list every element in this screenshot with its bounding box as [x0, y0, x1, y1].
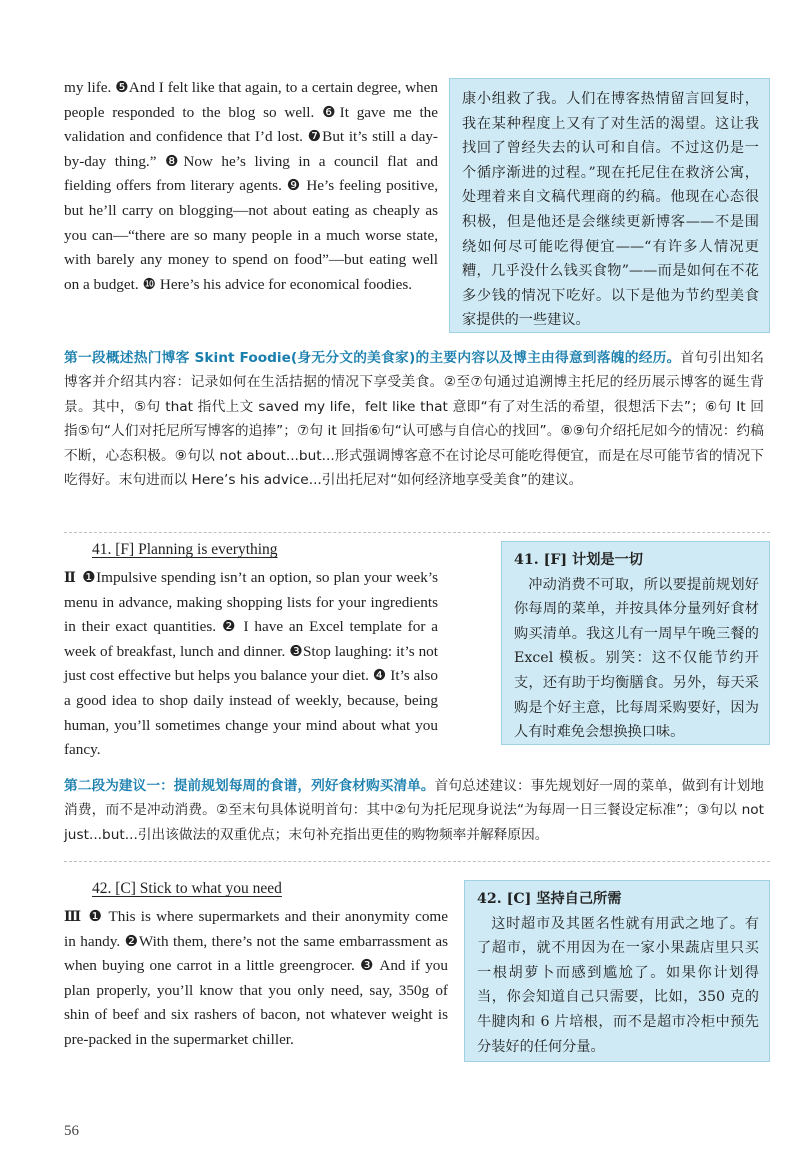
section-42-cn-text: 这时超市及其匿名性就有用武之地了。有了超市，就不用因为在一家小果蔬店里只买一根胡萝卜而感到尴尬了。如果你计划得当，你会知道自己只需要，比如，350 克的牛腱肉和 6 片培根，而不是超市冷柜中预先分装好的任何分量。: [477, 915, 759, 1055]
analysis-paragraph-2: [64, 774, 764, 847]
section-41-cn-title: 41. [F] 计划是一切: [514, 552, 643, 568]
english-paragraph-41: [64, 566, 438, 763]
analysis-paragraph-1: [64, 346, 764, 492]
section-41-heading: [92, 541, 278, 559]
chinese-translation-box-41: [501, 541, 770, 745]
english-paragraph-1: [64, 76, 438, 297]
section-42-heading: [92, 880, 282, 898]
section-41-english-text: ❶Impulsive spending isn’t an option, so plan your week’s menu in advance, making shopping lists for your ingredients in their exact quantities. ❷ I have an Excel template for a week of breakfast, lunch and dinner. ❸Stop laughing: it’s not just cost effective but helps you balance your diet. ❹ It’s also a good idea to shop daily instead of weekly, because, being human, you’ll sometimes change your mind about what you fancy.: [64, 569, 438, 759]
section-41-body: [64, 566, 438, 763]
divider-2: [64, 861, 770, 862]
section-41-cn-text: 冲动消费不可取，所以要提前规划好你每周的菜单，并按具体分量列好食材购买清单。我这儿有一周早午晚三餐的 Excel 模板。别笑：这不仅能节约开支，还有助于均衡膳食。另外，每天采购是个好主意，比每周采购要好，因为人有时难免会想换换口味。: [514, 576, 759, 741]
section-42-cn-title: 42. [C] 坚持自己所需: [477, 891, 622, 907]
section-42-marker: Ⅲ: [64, 909, 83, 925]
analysis-2-highlight: 第二段为建议一：提前规划每周的食谱，列好食材购买清单。: [64, 778, 435, 794]
section-41-heading-text: 41. [F] Planning is everything: [92, 541, 278, 558]
divider-1: [64, 532, 770, 533]
analysis-1-highlight: 第一段概述热门博客 Skint Foodie(身无分文的美食家)的主要内容以及博主由得意到落魄的经历。: [64, 350, 681, 366]
english-paragraph-42: [64, 905, 448, 1053]
chinese-translation-box-42: [464, 880, 770, 1062]
section-42-english-text: ❶ This is where supermarkets and their anonymity come in handy. ❷With them, there’s not the same embarrassment as when buying one carrot in a little greengrocer. ❸ And if you plan properly, you’ll know that you only need, say, 350g of shin of beef and six rashers of bacon, not whatever weight is pre-packed in the supermarket chiller.: [64, 908, 448, 1048]
analysis-2-body: [64, 774, 764, 847]
analysis-1-text: 首句引出知名博客并介绍其内容：记录如何在生活拮据的情况下享受美食。②至⑦句通过追溯博主托尼的经历展示博客的诞生背景。其中，⑤句 that 指代上文 saved my life，felt like that 意即“有了对生活的希望，很想活下去”；⑥句 It 回指⑤句“人们对托尼所写博客的追捧”；⑦句 it 回指⑥句“认可感与自信心的找回”。⑧⑨句介绍托尼如今的情况：约稿不断，心态积极。⑨句以 not about...but...形式强调博客意不在讨论尽可能吃得便宜，而是在尽可能节省的情况下吃得好。末句进而以 Here’s his advice...引出托尼对“如何经济地享受美食”的建议。: [64, 350, 764, 489]
chinese-text-1: 康小组救了我。人们在博客热情留言回复时，我在某种程度上又有了对生活的渴望。这让我找回了曾经失去的认可和自信。不过这仍是一个循序渐进的过程。”现在托尼住在救济公寓，处理着来自文稿代理商的约稿。他现在心态很积极，但是他还是会继续更新博客——不是围绕如何尽可能吃得便宜——“有许多人情况更糟，几乎没什么钱买食物”——而是如何在不花多少钱的情况下吃好。以下是他为节约型美食家提供的一些建议。: [462, 91, 759, 329]
english-text-1: my life. ❺And I felt like that again, to a certain degree, when people responded to the blog so well. ❻It gave me the validation and confidence that I’d lost. ❼But it’s still a day-by-day thing.” ❽Now he’s living in a council flat and fielding offers from literary agents. ❾ He’s feeling positive, but he’ll carry on blogging—not about eating as cheaply as you can—“there are so many people in a much worse state, with barely any money to spend on food”—but eating well on a budget. ❿ Here’s his advice for economical foodies.: [64, 79, 438, 293]
analysis-2-text: 首句总述建议：事先规划好一周的菜单，做到有计划地消费，而不是冲动消费。②至末句具体说明首句：其中②句为托尼现身说法“为每周一日三餐设定标准”；③句以 not just...but...引出该做法的双重优点；末句补充指出更佳的购物频率并解释原因。: [64, 778, 764, 843]
analysis-1-body: [64, 346, 764, 492]
page-number: 56: [64, 1123, 79, 1139]
section-42-body: [64, 905, 448, 1053]
section-41-marker: Ⅱ: [64, 570, 77, 586]
chinese-translation-box-1: [449, 78, 770, 333]
section-42-heading-text: 42. [C] Stick to what you need: [92, 880, 282, 897]
